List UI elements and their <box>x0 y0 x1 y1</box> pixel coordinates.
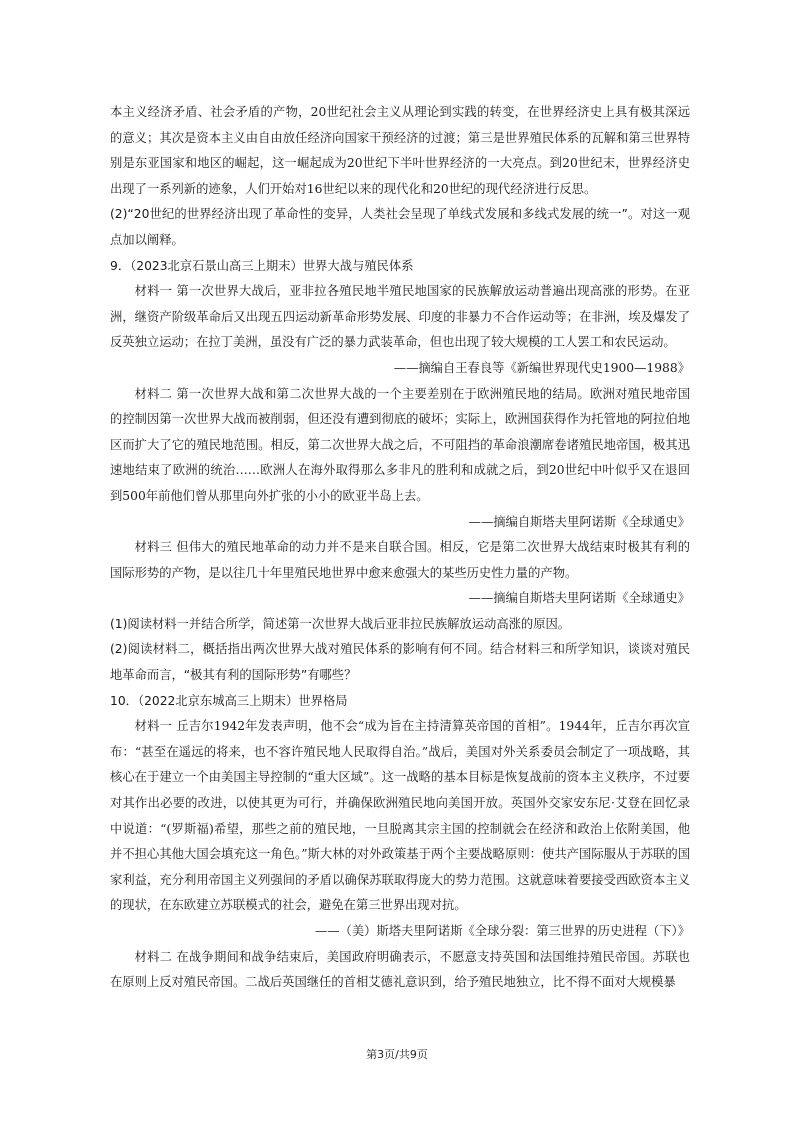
question-10-header: 10．（2022北京东城高三上期末）世界格局 <box>110 693 348 708</box>
q10-material-1: 材料一 丘吉尔1942年发表声明，他不会“成为旨在主持清算英帝国的首相”。1944年，丘吉尔再次宣布：“甚至在遥远的将来，也不容许殖民地人民取得自治。”战后，美国对外关系委员会制定了一项战略，其核心在于建立一个由美国主导控制的“重大区域”。这一战略的基本目标是恢复战前的资本主义秩序，不过要对其作出必要的改进，以使其更为可行，并确保欧洲殖民地向美国开放。英国外交家安东尼·艾登在回忆录中说道：“(罗斯福)希望，那些之前的殖民地，一旦脱离其宗主国的控制就会在经济和政治上依附美国，他并不担心其他大国会填充这一角色。”斯大林的对外政策基于两个主要战略原则：使共产国际服从于苏联的国家利益，充分利用帝国主义列强间的矛盾以确保苏联取得庞大的势力范围。这就意味着要接受西欧资本主义的现状，在东欧建立苏联模式的社会，避免在第三世界出现对抗。 <box>110 719 690 913</box>
paragraph-continuation: 本主义经济矛盾、社会矛盾的产物，20世纪社会主义从理论到实践的转变，在世界经济史上具有极其深远的意义；其次是资本主义由自由放任经济向国家干预经济的过渡；第三是世界殖民体系的瓦解和第三世界特别是东亚国家和地区的崛起，这一崛起成为20世纪下半叶世界经济的一大亮点。到20世纪末，世界经济史出现了一系列新的迹象，人们开始对16世纪以来的现代化和20世纪的现代经济进行反思。 <box>110 105 690 196</box>
q9-material-1-source: ——摘编自王春良等《新编世界现代史1900—1988》 <box>393 360 690 375</box>
question-9-header: 9．（2023北京石景山高三上期末）世界大战与殖民体系 <box>110 258 414 273</box>
page-number: 第3页/共9页 <box>366 1048 428 1061</box>
q9-material-3-source: ——摘编自斯塔夫里阿诺斯《全球通史》 <box>468 591 690 606</box>
q10-material-2: 材料二 在战争期间和战争结束后，美国政府明确表示，不愿意支持英国和法国维持殖民帝国。苏联也在原则上反对殖民帝国。二战后英国继任的首相艾德礼意识到，给予殖民地独立，比不得不面对大规模暴 <box>110 949 690 990</box>
q9-subquestion-1: (1)阅读材料一并结合所学，简述第一次世界大战后亚非拉民族解放运动高涨的原因。 <box>110 616 571 631</box>
document-body <box>110 100 690 996</box>
q9-material-3: 材料三 但伟大的殖民地革命的动力并不是来自联合国。相反，它是第二次世界大战结束时极其有利的国际形势的产物，是以往几十年里殖民地世界中愈来愈强大的某些历史性力量的产物。 <box>110 540 690 580</box>
q9-material-2: 材料二 第一次世界大战和第二次世界大战的一个主要差别在于欧洲殖民地的结局。欧洲对殖民地帝国的控制因第一次世界大战而被削弱，但还没有遭到彻底的破坏；实际上，欧洲国获得作为托管地的阿拉伯地区而扩大了它的殖民地范围。相反，第二次世界大战之后，不可阻挡的革命浪潮席卷诸殖民地帝国，极其迅速地结束了欧洲的统治……欧洲人在海外取得那么多非凡的胜利和成就之后，到20世纪中叶似乎又在退回到500年前他们曾从那里向外扩张的小小的欧亚半岛上去。 <box>110 386 690 503</box>
q9-material-2-source: ——摘编自斯塔夫里阿诺斯《全球通史》 <box>468 514 690 529</box>
q9-material-1: 材料一 第一次世界大战后，亚非拉各殖民地半殖民地国家的民族解放运动普遍出现高涨的形势。在亚洲，继资产阶级革命后又出现五四运动新革命形势发展、印度的非暴力不合作运动等；在非洲，埃及爆发了反英独立运动；在拉丁美洲，虽没有广泛的暴力武装革命，但也出现了较大规模的工人罢工和农民运动。 <box>110 284 690 350</box>
q10-material-1-source: ——（美）斯塔夫里阿诺斯《全球分裂：第三世界的历史进程（下）》 <box>314 924 690 938</box>
q9-subquestion-2: (2)阅读材料二，概括指出两次世界大战对殖民体系的影响有何不同。结合材料三和所学知识，谈谈对殖民地革命而言，“极其有利的国际形势”有哪些？ <box>110 642 690 683</box>
question-8-2: (2)“20世纪的世界经济出现了革命性的变异，人类社会呈现了单线式发展和多线式发展的统一”。对这一观点加以阐释。 <box>110 207 690 247</box>
